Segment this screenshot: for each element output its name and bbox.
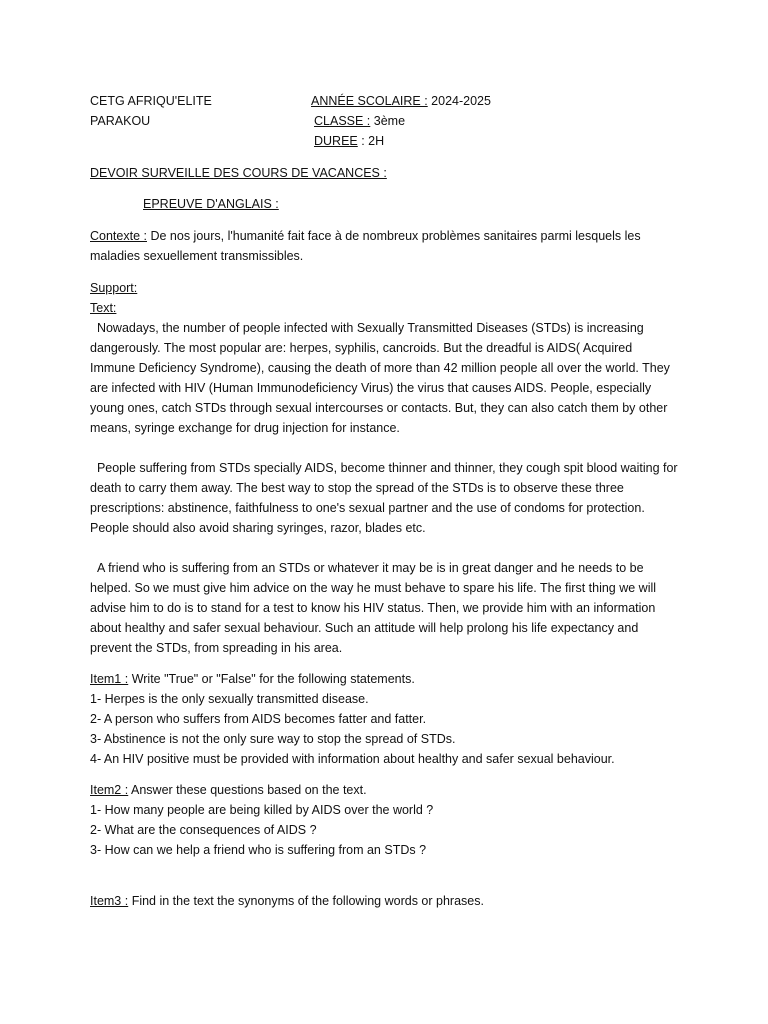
item2-question: 3- How can we help a friend who is suffering from an STDs ?	[90, 843, 427, 857]
duration	[311, 131, 491, 151]
exam-info	[311, 91, 491, 151]
context-paragraph	[90, 226, 680, 266]
duration-label: DUREE	[314, 134, 358, 148]
school-year	[311, 91, 491, 111]
school-city: PARAKOU	[90, 114, 151, 128]
class-label: CLASSE :	[314, 114, 371, 128]
item2-instruction: Answer these questions based on the text.	[128, 783, 367, 797]
class	[311, 111, 491, 131]
item2-label: Item2 :	[90, 783, 129, 797]
context-text: De nos jours, l'humanité fait face à de nombreux problèmes sanitaires parmi lesquels les maladies sexuellement transmissibles.	[90, 229, 641, 263]
class-value: 3ème	[370, 114, 406, 128]
document-header	[90, 91, 680, 153]
school-name: CETG AFRIQU'ELITE	[90, 94, 212, 108]
document-page	[90, 91, 680, 911]
item3-instruction: Find in the text the synonyms of the following words or phrases.	[128, 894, 484, 908]
text-label-line	[90, 298, 680, 318]
item3-heading	[90, 891, 680, 911]
duration-value: : 2H	[357, 134, 385, 148]
item3-label: Item3 :	[90, 894, 129, 908]
item1-statement: 3- Abstinence is not the only sure way to stop the spread of STDs.	[90, 732, 456, 746]
item1-label: Item1 :	[90, 672, 129, 686]
exam-subtitle-text: EPREUVE D'ANGLAIS :	[143, 197, 279, 211]
item1-statement: 2- A person who suffers from AIDS becomes fatter and fatter.	[90, 712, 427, 726]
text-paragraph: A friend who is suffering from an STDs or whatever it may be is in great danger and he needs to be helped. So we must give him advice on the way he must behave to spare his life. The first thing we will advise him to do is to stand for a test to know his HIV status. Then, we provide him with an information about healthy and safer sexual behaviour. Such an attitude will help prolong his life expectancy and prevent the STDs, from spreading in his area.	[90, 561, 657, 655]
exam-subtitle	[90, 194, 680, 214]
item1-heading	[90, 669, 680, 689]
school-year-label: ANNÉE SCOLAIRE :	[311, 94, 428, 108]
support-label: Support:	[90, 281, 138, 295]
text-label: Text:	[90, 301, 117, 315]
item2-question: 2- What are the consequences of AIDS ?	[90, 823, 317, 837]
item1-statement: 4- An HIV positive must be provided with information about healthy and safer sexual behaviour.	[90, 752, 615, 766]
text-paragraph: Nowadays, the number of people infected with Sexually Transmitted Diseases (STDs) is increasing dangerously. The most popular are: herpes, syphilis, cancroids. But the dreadful is AIDS( Acquired Immune Deficiency Syndrome), causing the death of more than 42 million people all over the world. They are infected with HIV (Human Immunodeficiency Virus) the virus that causes AIDS. People, especially young ones, catch STDs through sexual intercourses or contacts. But, they can also catch them by other means, syringe exchange for drug injection for instance.	[90, 321, 670, 435]
item2-question: 1- How many people are being killed by AIDS over the world ?	[90, 803, 434, 817]
school-year-value: 2024-2025	[427, 94, 491, 108]
text-paragraph: People suffering from STDs specially AIDS, become thinner and thinner, they cough spit blood waiting for death to carry them away. The best way to stop the spread of the STDs is to observe these three prescriptions: abstinence, faithfulness to one's sexual partner and the use of condoms for protection. People should also avoid sharing syringes, razor, blades etc.	[90, 461, 678, 535]
item2-heading	[90, 780, 680, 800]
school-info	[90, 91, 212, 131]
item1-statement: 1- Herpes is the only sexually transmitted disease.	[90, 692, 369, 706]
exam-title: DEVOIR SURVEILLE DES COURS DE VACANCES :	[90, 166, 387, 180]
context-label: Contexte :	[90, 229, 147, 243]
support-label-line	[90, 278, 680, 298]
item1-instruction: Write "True" or "False" for the following statements.	[128, 672, 415, 686]
